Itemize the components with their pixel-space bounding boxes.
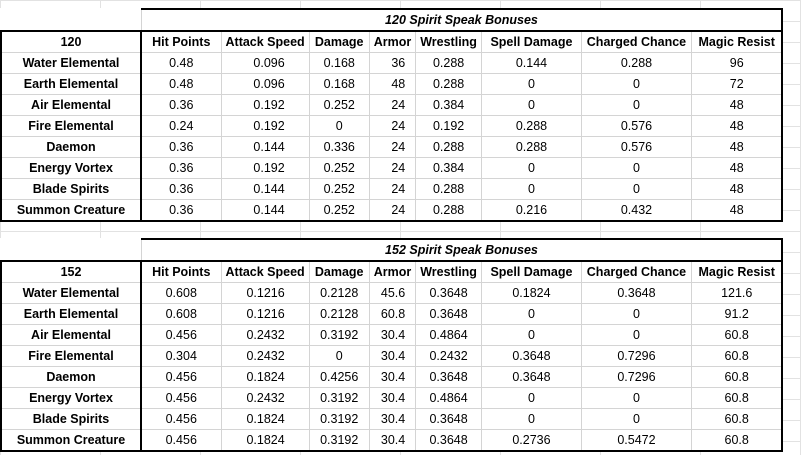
table-cell[interactable]: 0.456 (141, 430, 221, 452)
table-cell[interactable]: 48 (691, 137, 782, 158)
table-cell[interactable]: 0 (481, 74, 581, 95)
row-header[interactable]: Energy Vortex (1, 158, 141, 179)
table-cell[interactable]: 0.3648 (481, 367, 581, 388)
table-cell[interactable]: 0 (581, 388, 691, 409)
table-cell[interactable]: 0.2432 (221, 388, 309, 409)
table-cell[interactable]: 0 (581, 304, 691, 325)
table-cell[interactable]: 0.144 (481, 53, 581, 74)
table-cell[interactable]: 0.4864 (416, 325, 482, 346)
table-cell[interactable]: 0 (309, 346, 369, 367)
column-header[interactable]: Spell Damage (481, 261, 581, 283)
row-header[interactable]: Blade Spirits (1, 179, 141, 200)
table-cell[interactable]: 0.576 (581, 137, 691, 158)
title-spacer[interactable] (1, 239, 141, 261)
table-cell[interactable]: 0.288 (416, 179, 482, 200)
table-cell[interactable]: 0.3648 (416, 367, 482, 388)
row-header[interactable]: Air Elemental (1, 95, 141, 116)
table-cell[interactable]: 0.192 (221, 158, 309, 179)
table-cell[interactable]: 0.096 (221, 53, 309, 74)
table-title[interactable]: 120 Spirit Speak Bonuses (141, 9, 782, 31)
column-header[interactable]: Armor (369, 261, 416, 283)
table-cell[interactable]: 0.288 (581, 53, 691, 74)
table-cell[interactable]: 0.3648 (416, 409, 482, 430)
table-cell[interactable]: 0.456 (141, 325, 221, 346)
column-header[interactable]: Hit Points (141, 261, 221, 283)
table-row (1, 304, 782, 325)
table-cell[interactable]: 0.168 (309, 74, 369, 95)
column-header[interactable]: Damage (309, 261, 369, 283)
table-cell[interactable]: 91.2 (691, 304, 782, 325)
table-cell[interactable]: 0.288 (481, 116, 581, 137)
table-cell[interactable]: 0.7296 (581, 367, 691, 388)
table-row (1, 95, 782, 116)
table-cell[interactable]: 0.3192 (309, 325, 369, 346)
row-header[interactable]: Fire Elemental (1, 116, 141, 137)
table-cell[interactable]: 60.8 (691, 325, 782, 346)
row-header[interactable]: Water Elemental (1, 53, 141, 74)
table-row (1, 158, 782, 179)
table-cell[interactable]: 0.252 (309, 95, 369, 116)
table-cell[interactable]: 0.1824 (481, 283, 581, 304)
table-cell[interactable]: 0.3648 (416, 304, 482, 325)
column-header[interactable]: Charged Chance (581, 261, 691, 283)
row-header[interactable]: Fire Elemental (1, 346, 141, 367)
table-cell[interactable]: 0.288 (481, 137, 581, 158)
column-header[interactable]: Magic Resist (691, 261, 782, 283)
table-cell[interactable]: 24 (369, 95, 416, 116)
table-row (1, 179, 782, 200)
table-cell[interactable]: 0.36 (141, 158, 221, 179)
table-cell[interactable]: 0.192 (221, 95, 309, 116)
table-row (1, 137, 782, 158)
table-cell[interactable]: 48 (691, 95, 782, 116)
table-cell[interactable]: 0.3192 (309, 388, 369, 409)
table-cell[interactable]: 60.8 (691, 409, 782, 430)
corner-cell[interactable]: 152 (1, 261, 141, 283)
row-header[interactable]: Earth Elemental (1, 304, 141, 325)
table-cell[interactable]: 0.144 (221, 200, 309, 222)
table-cell[interactable]: 0.4864 (416, 388, 482, 409)
table-cell[interactable]: 0.36 (141, 179, 221, 200)
table-cell[interactable]: 0.3648 (416, 283, 482, 304)
table-cell[interactable]: 0.36 (141, 95, 221, 116)
table-cell[interactable]: 0.2736 (481, 430, 581, 452)
column-header[interactable]: Attack Speed (221, 261, 309, 283)
column-header[interactable]: Wrestling (416, 261, 482, 283)
table-cell[interactable]: 0.288 (416, 137, 482, 158)
row-header[interactable]: Water Elemental (1, 283, 141, 304)
table-row (1, 409, 782, 430)
table-row (1, 367, 782, 388)
table-row (1, 388, 782, 409)
column-header[interactable]: Magic Resist (691, 31, 782, 53)
table-cell[interactable]: 0.288 (416, 74, 482, 95)
row-header[interactable]: Summon Creature (1, 200, 141, 222)
table-cell[interactable]: 0.252 (309, 179, 369, 200)
table-cell[interactable]: 0.304 (141, 346, 221, 367)
table-cell[interactable]: 0.608 (141, 304, 221, 325)
table-cell[interactable]: 0.144 (221, 137, 309, 158)
table-cell[interactable]: 0 (481, 325, 581, 346)
table-cell[interactable]: 121.6 (691, 283, 782, 304)
table-cell[interactable]: 0.1216 (221, 283, 309, 304)
table-cell[interactable]: 0.36 (141, 137, 221, 158)
table-cell[interactable]: 0.2432 (221, 346, 309, 367)
table-cell[interactable]: 0.3648 (416, 430, 482, 452)
table-cell[interactable]: 0.192 (221, 116, 309, 137)
table-cell[interactable]: 0.096 (221, 74, 309, 95)
table-cell[interactable]: 30.4 (369, 325, 416, 346)
table-cell[interactable]: 24 (369, 116, 416, 137)
table-cell[interactable]: 48 (691, 158, 782, 179)
table-cell[interactable]: 0.7296 (581, 346, 691, 367)
row-header[interactable]: Summon Creature (1, 430, 141, 452)
table-cell[interactable]: 0 (309, 116, 369, 137)
table-row (1, 430, 782, 452)
table-cell[interactable]: 0.36 (141, 200, 221, 222)
table-cell[interactable]: 0.2128 (309, 304, 369, 325)
table-cell[interactable]: 30.4 (369, 409, 416, 430)
corner-cell[interactable]: 120 (1, 31, 141, 53)
table-cell[interactable]: 0.3192 (309, 430, 369, 452)
table-cell[interactable]: 0 (481, 388, 581, 409)
table-cell[interactable]: 0.3648 (481, 346, 581, 367)
table-cell[interactable]: 0 (481, 179, 581, 200)
table-cell[interactable]: 30.4 (369, 346, 416, 367)
table-cell[interactable]: 36 (369, 53, 416, 74)
table-cell[interactable]: 72 (691, 74, 782, 95)
table-cell[interactable]: 60.8 (691, 430, 782, 452)
table-cell[interactable]: 0.384 (416, 95, 482, 116)
table-row (1, 346, 782, 367)
table-row (1, 200, 782, 222)
table-cell[interactable]: 0 (581, 325, 691, 346)
table-cell[interactable]: 0.1824 (221, 409, 309, 430)
table-cell[interactable]: 0.2432 (221, 325, 309, 346)
row-header[interactable]: Air Elemental (1, 325, 141, 346)
table-cell[interactable]: 24 (369, 137, 416, 158)
table-cell[interactable]: 0.168 (309, 53, 369, 74)
table-cell[interactable]: 0.456 (141, 367, 221, 388)
row-header[interactable]: Blade Spirits (1, 409, 141, 430)
table-cell[interactable]: 45.6 (369, 283, 416, 304)
table-cell[interactable]: 30.4 (369, 430, 416, 452)
table-cell[interactable]: 0.288 (416, 53, 482, 74)
title-spacer[interactable] (1, 9, 141, 31)
table-cell[interactable]: 0 (581, 95, 691, 116)
table-cell[interactable]: 0.608 (141, 283, 221, 304)
bonus-table-152 (0, 238, 783, 452)
column-header[interactable]: Armor (369, 31, 416, 53)
table-title[interactable]: 152 Spirit Speak Bonuses (141, 239, 782, 261)
table-cell[interactable]: 60.8 (369, 304, 416, 325)
table-cell[interactable]: 24 (369, 179, 416, 200)
table-cell[interactable]: 0 (581, 74, 691, 95)
table-cell[interactable]: 0 (581, 179, 691, 200)
table-cell[interactable]: 24 (369, 158, 416, 179)
table-cell[interactable]: 0.288 (416, 200, 482, 222)
table-cell[interactable]: 0.3648 (581, 283, 691, 304)
table-cell[interactable]: 0.1824 (221, 430, 309, 452)
table-cell[interactable]: 0.24 (141, 116, 221, 137)
table-cell[interactable]: 0.2128 (309, 283, 369, 304)
table-row (1, 116, 782, 137)
table-cell[interactable]: 48 (691, 179, 782, 200)
table-cell[interactable]: 0.252 (309, 200, 369, 222)
table-cell[interactable]: 24 (369, 200, 416, 222)
table-cell[interactable]: 0.216 (481, 200, 581, 222)
table-cell[interactable]: 0 (481, 304, 581, 325)
table-cell[interactable]: 0.384 (416, 158, 482, 179)
table-cell[interactable]: 60.8 (691, 388, 782, 409)
column-header[interactable]: Damage (309, 31, 369, 53)
table-cell[interactable]: 0.144 (221, 179, 309, 200)
table-cell[interactable]: 0 (581, 409, 691, 430)
table-cell[interactable]: 0 (481, 158, 581, 179)
table-cell[interactable]: 0.456 (141, 409, 221, 430)
table-cell[interactable]: 0.576 (581, 116, 691, 137)
table-cell[interactable]: 0.48 (141, 53, 221, 74)
table-cell[interactable]: 48 (691, 116, 782, 137)
table-cell[interactable]: 0 (581, 158, 691, 179)
table-cell[interactable]: 0.1216 (221, 304, 309, 325)
row-header[interactable]: Daemon (1, 137, 141, 158)
table-cell[interactable]: 0.252 (309, 158, 369, 179)
column-header[interactable]: Hit Points (141, 31, 221, 53)
table-cell[interactable]: 60.8 (691, 346, 782, 367)
table-cell[interactable]: 0.2432 (416, 346, 482, 367)
table-cell[interactable]: 0 (481, 95, 581, 116)
column-header[interactable]: Charged Chance (581, 31, 691, 53)
table-cell[interactable]: 48 (691, 200, 782, 222)
table-row (1, 283, 782, 304)
table-row (1, 74, 782, 95)
row-header[interactable]: Daemon (1, 367, 141, 388)
table-cell[interactable]: 0.48 (141, 74, 221, 95)
row-header[interactable]: Energy Vortex (1, 388, 141, 409)
column-header[interactable]: Attack Speed (221, 31, 309, 53)
table-row (1, 325, 782, 346)
table-cell[interactable]: 0.432 (581, 200, 691, 222)
table-cell[interactable]: 30.4 (369, 367, 416, 388)
table-cell[interactable]: 30.4 (369, 388, 416, 409)
table-cell[interactable]: 48 (369, 74, 416, 95)
table-row (1, 53, 782, 74)
column-header[interactable]: Wrestling (416, 31, 482, 53)
table-cell[interactable]: 0.3192 (309, 409, 369, 430)
bonus-table-120 (0, 8, 783, 222)
table-cell[interactable]: 0.336 (309, 137, 369, 158)
table-cell[interactable]: 60.8 (691, 367, 782, 388)
table-cell[interactable]: 0.4256 (309, 367, 369, 388)
table-cell[interactable]: 0.456 (141, 388, 221, 409)
row-header[interactable]: Earth Elemental (1, 74, 141, 95)
table-cell[interactable]: 96 (691, 53, 782, 74)
table-cell[interactable]: 0 (481, 409, 581, 430)
table-cell[interactable]: 0.192 (416, 116, 482, 137)
column-header[interactable]: Spell Damage (481, 31, 581, 53)
table-cell[interactable]: 0.1824 (221, 367, 309, 388)
table-cell[interactable]: 0.5472 (581, 430, 691, 452)
